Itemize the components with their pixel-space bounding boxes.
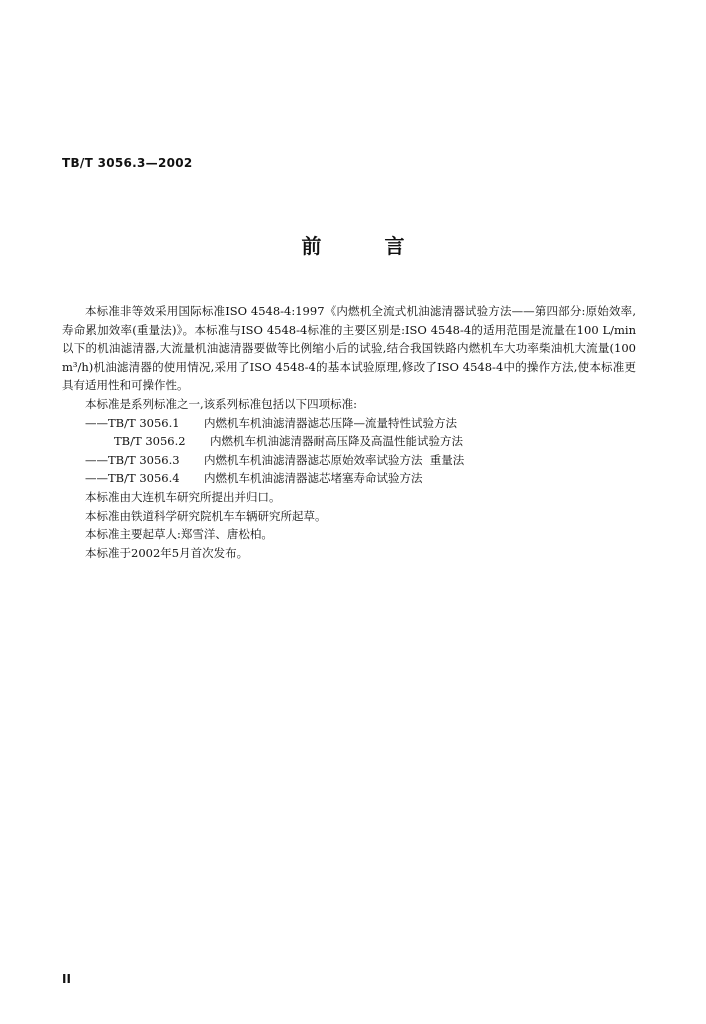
list-item-code: TB/T 3056.2	[114, 434, 186, 449]
proposer-statement: 本标准由大连机车研究所提出并归口。	[85, 489, 281, 504]
main-drafters-statement: 本标准主要起草人:郑雪洋、唐松柏。	[85, 527, 273, 542]
list-item-prefix: ——	[85, 415, 108, 430]
page-title: 前 言	[301, 234, 433, 258]
list-item	[62, 432, 636, 451]
list-item-code: TB/T 3056.1	[108, 415, 180, 430]
list-item-prefix: ——	[85, 452, 108, 467]
list-item-code: TB/T 3056.3	[108, 452, 180, 467]
list-item-title: 内燃机车机油滤清器滤芯原始效率试验方法 重量法	[204, 452, 465, 467]
list-item	[62, 469, 636, 488]
intro-paragraph: 本标准非等效采用国际标准ISO 4548-4:1997《内燃机全流式机油滤清器试验方法——第四部分:原始效率,寿命累加效率(重量法)》。本标准与ISO 4548-4标准的主要区别是:ISO 4548-4的适用范围是流量在100 L/min以下的机油滤清器,大流量机油滤清器要做等比例缩小后的试验,结合我国铁路内燃机车大功率柴油机大流量(100 m³/h)机油滤清器的使用情况,采用了ISO 4548-4的基本试验原理,修改了ISO 4548-4中的操作方法,使本标准更具有适用性和可操作性。	[62, 304, 636, 393]
drafter-organization-statement: 本标准由铁道科学研究院机车车辆研究所起草。	[85, 508, 327, 523]
series-list	[62, 414, 636, 488]
page-number: II	[62, 972, 71, 986]
list-item	[62, 414, 636, 433]
series-intro: 本标准是系列标准之一,该系列标准包括以下四项标准:	[85, 396, 358, 411]
list-item-title: 内燃机车机油滤清器耐高压降及高温性能试验方法	[210, 434, 463, 449]
foreword-body	[62, 302, 636, 562]
standard-code: TB/T 3056.3—2002	[62, 156, 193, 170]
list-item	[62, 451, 636, 470]
list-item-title: 内燃机车机油滤清器滤芯压降—流量特性试验方法	[204, 415, 457, 430]
list-item-prefix: ——	[85, 471, 108, 486]
first-release-statement: 本标准于2002年5月首次发布。	[85, 545, 249, 560]
list-item-title: 内燃机车机油滤清器滤芯堵塞寿命试验方法	[204, 471, 423, 486]
list-item-code: TB/T 3056.4	[108, 471, 180, 486]
